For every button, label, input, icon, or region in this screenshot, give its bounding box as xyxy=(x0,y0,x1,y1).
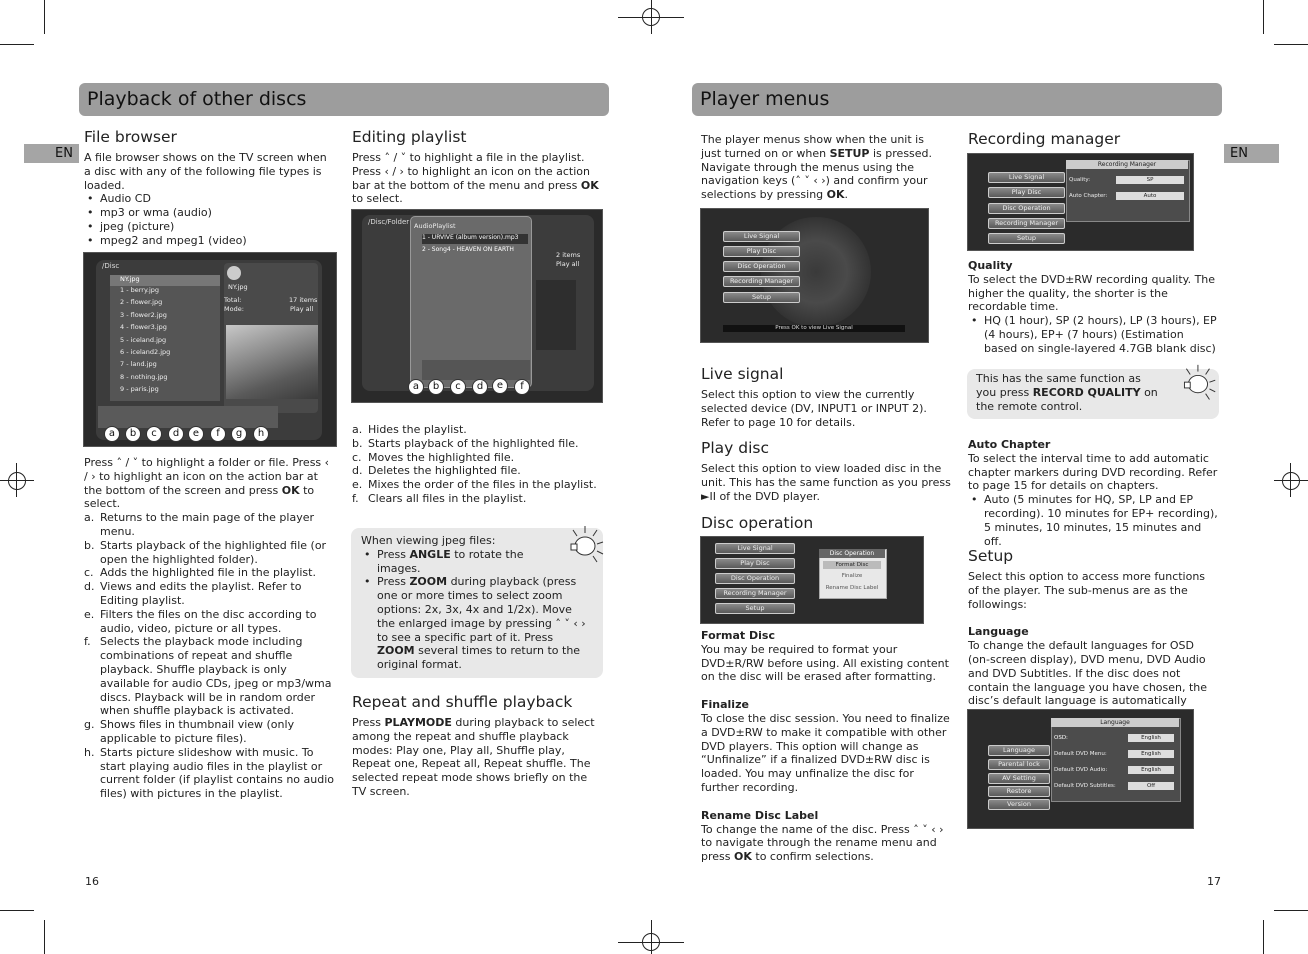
lightbulb-icon xyxy=(1171,361,1221,411)
marker-label: h xyxy=(253,426,269,442)
tip-list xyxy=(361,548,589,672)
setting-label: Default DVD Subtitles: xyxy=(1054,783,1116,789)
mode-label: Mode: xyxy=(224,305,244,313)
paragraph: You may be required to format your DVD±R/RW before using. All existing content on the disc will be erased after formatting. xyxy=(701,642,949,684)
list-item: h. Starts picture slideshow with music. To start playing audio files in the playlist or current folder (if playlist contains no audio files) with pictures in the playlist. xyxy=(84,745,335,801)
editing-playlist-actions xyxy=(352,423,602,506)
menu-parental-lock[interactable]: Parental lock xyxy=(988,759,1050,770)
setting-label: OSD: xyxy=(1054,735,1068,741)
section-title: Repeat and shuffle playback xyxy=(352,693,573,711)
quality-select[interactable]: SP xyxy=(1116,176,1184,184)
play-disc-section xyxy=(701,439,951,503)
file-item: 7 - land.jpg xyxy=(120,360,157,369)
tip-content xyxy=(361,534,589,672)
panel-title: Language xyxy=(1051,718,1179,727)
sub-heading: Quality xyxy=(968,259,1013,272)
crop-mark xyxy=(1263,920,1264,954)
paragraph: Press ˄ / ˅ to highlight a folder or file. Press ‹ / › to highlight an icon on the action bar at the bottom of the screen and press OK to select. xyxy=(84,456,330,511)
setup-section xyxy=(968,547,1218,722)
file-item: 4 - flower3.jpg xyxy=(120,323,167,332)
paragraph: Press ˄ / ˅ to highlight a file in the playlist. Press ‹ / › to highlight an icon on the action bar at the bottom of the menu and press OK to select. xyxy=(352,151,599,206)
preview-area xyxy=(536,280,576,350)
recording-manager-heading xyxy=(968,130,1218,153)
marker-label: e xyxy=(492,378,508,394)
list-item: f. Selects the playback mode including combinations of repeat and shuffle playback. Shuffle playback is only available for audio CDs, jpeg or mp3/wma discs. Playback will be in random order when shuffle playback is activated. xyxy=(84,635,332,718)
menu-live-signal[interactable]: Live Signal xyxy=(723,231,800,242)
menu-recording-manager[interactable]: Recording Manager xyxy=(715,588,795,599)
disc-operation-details xyxy=(701,629,951,864)
list-item: • mpeg2 and mpeg1 (video) xyxy=(84,234,336,248)
crop-mark xyxy=(0,44,34,45)
file-item: 3 - flower2.jpg xyxy=(120,310,167,319)
sub-heading: Language xyxy=(968,625,1029,639)
crop-mark xyxy=(44,920,45,954)
setting-label: Default DVD Menu: xyxy=(1054,751,1107,757)
section-title: Recording manager xyxy=(968,130,1121,148)
file-item: NY.jpg xyxy=(110,275,220,286)
setup-screenshot xyxy=(967,709,1194,829)
paragraph: Select this option to view loaded disc in the unit. This has the same function as you press ►II of the DVD player. xyxy=(701,462,951,503)
registration-mark xyxy=(8,472,26,490)
list-item: c. Adds the highlighted file in the playlist. xyxy=(84,566,316,580)
section-title: Live signal xyxy=(701,365,784,383)
page-title: Playback of other discs xyxy=(87,88,307,110)
menu-live-signal[interactable]: Live Signal xyxy=(715,543,795,554)
marker-label: b xyxy=(428,379,444,395)
marker-label: d xyxy=(472,379,488,395)
sub-menu-finalize[interactable]: Finalize xyxy=(841,573,863,579)
paragraph: Press PLAYMODE during playback to select among the repeat and shuffle playback modes: Play one, Play all, Shuffle play, Repeat one, Repeat all, Repeat shuffle. The selected repeat mode shows briefly on the TV screen. xyxy=(352,716,595,798)
crop-mark xyxy=(1274,44,1308,45)
list-item: • HQ (1 hour), SP (2 hours), LP (3 hours), EP (4 hours), EP+ (7 hours) (Estimation based on single-layered 4.7GB blank disc) xyxy=(968,314,1218,355)
file-item: 9 - paris.jpg xyxy=(120,385,159,394)
track-item: 2 - Song4 - HEAVEN ON EARTH xyxy=(422,246,514,253)
language-tab-right: EN xyxy=(1224,144,1279,163)
list-item: e. Mixes the order of the files in the playlist. xyxy=(352,478,597,492)
screen-title: /Disc xyxy=(102,262,120,270)
quality-list xyxy=(968,314,1218,355)
list-item: a. Returns to the main page of the player menu. xyxy=(84,511,314,538)
crop-mark xyxy=(1263,0,1264,34)
setting-value[interactable]: English xyxy=(1128,734,1174,742)
menu-recording-manager[interactable]: Recording Manager xyxy=(723,276,800,287)
page-number: 16 xyxy=(85,875,99,888)
marker-label: b xyxy=(125,426,141,442)
disc-operation-screenshot xyxy=(700,536,924,624)
marker-label: a xyxy=(104,426,120,442)
paragraph: To change the default languages for OSD (on-screen display), DVD menu, DVD Audio and DVD Subtitles. If the disc does not contain the language you have chosen, the disc’s default language is automatically xyxy=(968,639,1208,708)
list-item: g. Shows files in thumbnail view (only applicable to picture files). xyxy=(84,718,295,745)
registration-mark xyxy=(642,933,660,951)
language-tab-left: EN xyxy=(24,144,79,163)
quality-section xyxy=(968,259,1218,356)
list-item: d. Views and edits the playlist. Refer to Editing playlist. xyxy=(84,580,302,607)
repeat-shuffle-section xyxy=(352,693,602,799)
tip-title: When viewing jpeg files: xyxy=(361,534,496,547)
crop-mark xyxy=(1274,910,1308,911)
total-value: 17 items xyxy=(289,296,318,304)
list-item: c. Moves the highlighted file. xyxy=(352,450,515,464)
settings-panel xyxy=(1066,160,1190,222)
disc-operation-heading xyxy=(701,514,951,537)
setting-value[interactable]: English xyxy=(1128,750,1174,758)
file-type-list xyxy=(84,192,336,247)
action-bar xyxy=(98,406,278,428)
paragraph: A file browser shows on the TV screen when a disc with any of the following file types is loaded. xyxy=(84,151,327,192)
section-title: Editing playlist xyxy=(352,128,467,146)
marker-label: c xyxy=(146,426,162,442)
section-title: Disc operation xyxy=(701,514,814,532)
preview-name: NY.jpg xyxy=(228,283,248,291)
action-bar xyxy=(422,360,530,380)
marker-label: f xyxy=(210,426,226,442)
disc-icon xyxy=(227,266,241,280)
paragraph: To select the DVD±RW recording quality. The higher the quality, the shorter is the recordable time. xyxy=(968,272,1216,314)
paragraph: Select this option to view the currently selected device (DV, INPUT1 or INPUT 2). Refer to page 10 for details. xyxy=(701,388,927,429)
live-signal-section xyxy=(701,365,951,429)
menu-disc-operation[interactable]: Disc Operation xyxy=(723,261,800,272)
main-menu-screenshot xyxy=(700,208,929,343)
marker-label: f xyxy=(514,379,530,395)
menu-setup[interactable]: Setup xyxy=(723,292,800,303)
sub-heading: Finalize xyxy=(701,698,749,712)
menu-play-disc[interactable]: Play Disc xyxy=(723,246,800,257)
recording-manager-screenshot xyxy=(967,153,1194,251)
file-item: 1 - berry.jpg xyxy=(120,286,160,294)
crop-mark xyxy=(0,910,34,911)
marker-label: g xyxy=(231,426,247,442)
file-browser-screenshot xyxy=(83,252,337,447)
auto-chapter-section xyxy=(968,438,1218,548)
file-browser-steps xyxy=(84,456,336,801)
menu-live-signal[interactable]: Live Signal xyxy=(988,172,1065,183)
setting-value[interactable]: English xyxy=(1128,766,1174,774)
paragraph: To close the disc session. You need to finalize a DVD±RW to make it compatible with other DVD players. This option will change as “Unfinalize” if a finalized DVD±RW disc is loaded. You may unfinalize the disc for further recording. xyxy=(701,711,950,794)
list-item: • mp3 or wma (audio) xyxy=(84,206,336,220)
list-item: • Audio CD xyxy=(84,192,336,206)
sub-menu-rename[interactable]: Rename Disc Label xyxy=(825,585,879,591)
total-label: Total: xyxy=(224,296,242,304)
menu-disc-operation[interactable]: Disc Operation xyxy=(988,203,1065,214)
items-count: 2 items xyxy=(556,251,581,259)
sub-panel-title: Disc Operation xyxy=(819,549,885,558)
menu-restore[interactable]: Restore xyxy=(988,786,1050,797)
playlist-screenshot xyxy=(351,209,603,403)
registration-mark xyxy=(642,8,660,26)
editing-playlist-section xyxy=(352,128,602,206)
player-menus-intro xyxy=(701,133,946,202)
setting-value[interactable]: Off xyxy=(1128,782,1174,790)
track-item: 1 - URVIVE (album version).mp3 xyxy=(422,234,528,244)
marker-label: d xyxy=(168,426,184,442)
file-browser-section xyxy=(84,128,336,248)
sub-heading: Rename Disc Label xyxy=(701,808,819,822)
marker-label: e xyxy=(188,426,204,442)
menu-play-disc[interactable]: Play Disc xyxy=(988,187,1065,198)
paragraph: To select the interval time to add automatic chapter markers during DVD recording. Refer to page 15 for details on chapters. xyxy=(968,451,1218,493)
sub-menu-format[interactable]: Format Disc xyxy=(823,561,881,569)
page-title: Player menus xyxy=(700,88,830,110)
list-item: b. Starts playback of the highlighted file (or open the highlighted folder). xyxy=(84,538,327,566)
right-banner xyxy=(692,83,1222,116)
menu-setup[interactable]: Setup xyxy=(715,603,795,614)
file-item: 2 - flower.jpg xyxy=(120,298,163,307)
list-item: b. Starts playback of the highlighted file. xyxy=(352,436,579,450)
registration-mark xyxy=(1282,472,1300,490)
marker-label: a xyxy=(408,379,424,395)
mode-value: Play all xyxy=(290,305,314,313)
section-title: Play disc xyxy=(701,439,769,457)
play-mode: Play all xyxy=(556,260,580,268)
menu-version[interactable]: Version xyxy=(988,799,1050,810)
tip-text: This has the same function as you press RECORD QUALITY on the remote control. xyxy=(976,372,1158,413)
menu-disc-operation[interactable]: Disc Operation xyxy=(715,573,795,584)
list-item: • jpeg (picture) xyxy=(84,220,336,234)
preview-image xyxy=(226,325,318,399)
quality-label: Quality: xyxy=(1069,177,1091,183)
list-item: d. Deletes the highlighted file. xyxy=(352,464,521,478)
chapter-label: Auto Chapter: xyxy=(1069,193,1108,199)
menu-hint: Press OK to view Live Signal xyxy=(723,325,905,332)
file-item: 8 - nothing.jpg xyxy=(120,372,168,381)
section-title: File browser xyxy=(84,128,177,146)
action-list xyxy=(84,511,336,801)
file-item: 6 - iceland2.jpg xyxy=(120,347,171,356)
menu-av-setting[interactable]: AV Setting xyxy=(988,773,1050,784)
screen-title: /Disc/Folder xyxy=(368,218,410,226)
sub-heading: Format Disc xyxy=(701,629,775,642)
list-item: e. Filters the files on the disc according to audio, video, picture or all types. xyxy=(84,607,317,635)
chapter-select[interactable]: Auto xyxy=(1116,192,1184,200)
left-banner xyxy=(79,83,609,116)
marker-label: c xyxy=(450,379,466,395)
list-item: • Press ZOOM during playback (press one or more times to select zoom options: 2x, 3x, 4x and 1/2x). Move the enlarged image by pressing ˄ ˅ ‹ › to see a specific part of it. Press ZOOM several times to return to the original format. xyxy=(361,575,589,672)
page-number: 17 xyxy=(1207,875,1221,888)
file-list xyxy=(110,275,220,401)
paragraph: The player menus show when the unit is just turned on or when SETUP is pressed. Navigate through the menus using the navigation keys (˄ ˅ ‹ ›) and confirm your selections by pressing OK. xyxy=(701,133,933,202)
panel-title: Recording Manager xyxy=(1066,160,1188,169)
file-item: 5 - iceland.jpg xyxy=(120,335,167,344)
list-item: • Press ANGLE to rotate the images. xyxy=(361,548,589,576)
jpeg-tip-box xyxy=(351,528,603,678)
crop-mark xyxy=(44,0,45,34)
section-title: Setup xyxy=(968,547,1014,565)
menu-language[interactable]: Language xyxy=(988,745,1050,756)
menu-recording-manager[interactable]: Recording Manager xyxy=(988,218,1065,229)
menu-setup[interactable]: Setup xyxy=(988,233,1065,244)
paragraph: To change the name of the disc. Press ˄ ˅ ‹ › to navigate through the rename menu and press OK to confirm selections. xyxy=(701,822,944,864)
playlist-title: AudioPlaylist xyxy=(414,222,456,230)
chapter-list xyxy=(968,493,1218,548)
lightbulb-icon xyxy=(557,522,609,574)
sub-heading: Auto Chapter xyxy=(968,438,1051,451)
action-list xyxy=(352,423,602,506)
menu-play-disc[interactable]: Play Disc xyxy=(715,558,795,569)
list-item: • Auto (5 minutes for HQ, SP, LP and EP recording). 10 minutes for EP+ recording), 5 minutes, 10 minutes, 15 minutes and off. xyxy=(968,493,1218,548)
list-item: f. Clears all files in the playlist. xyxy=(352,491,527,505)
list-item: a. Hides the playlist. xyxy=(352,423,467,436)
record-quality-tip xyxy=(967,369,1219,419)
paragraph: Select this option to access more functions of the player. The sub-menus are as the followings: xyxy=(968,570,1206,611)
setting-label: Default DVD Audio: xyxy=(1054,767,1108,773)
